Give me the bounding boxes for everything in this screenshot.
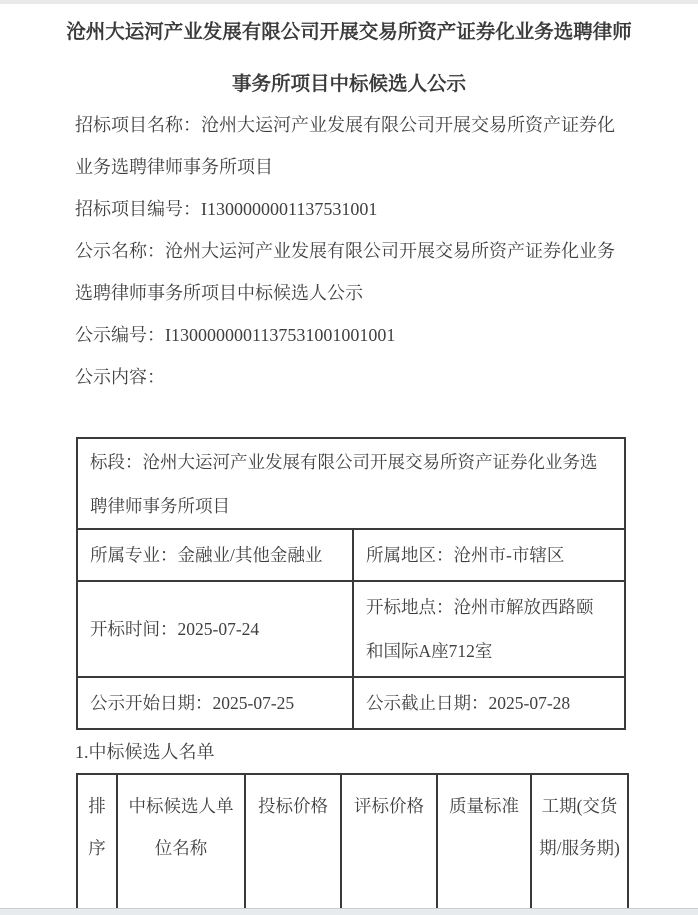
meta-line-project-name: 招标项目名称：沧州大运河产业发展有限公司开展交易所资产证券化业务选聘律师事务所项目	[75, 115, 615, 177]
table-row	[77, 529, 625, 581]
cell-region: 所属地区：沧州市-市辖区	[353, 529, 625, 581]
col-header-candidate-name: 中标候选人单位名称	[117, 774, 245, 910]
col-header-quality-standard: 质量标准	[437, 774, 531, 910]
table-row	[77, 677, 625, 729]
cell-publicity-end: 公示截止日期：2025-07-28	[353, 677, 625, 729]
candidates-header-row	[77, 774, 628, 910]
table-row	[77, 438, 625, 529]
col-header-rank: 排序	[77, 774, 117, 910]
meta-line-notice-content: 公示内容：	[75, 367, 165, 387]
table-row	[77, 581, 625, 677]
meta-line-project-number: 招标项目编号：I1300000001137531001	[75, 199, 378, 219]
meta-line-notice-name: 公示名称：沧州大运河产业发展有限公司开展交易所资产证券化业务选聘律师事务所项目中标候选人公示	[75, 241, 615, 303]
cell-industry: 所属专业：金融业/其他金融业	[77, 529, 353, 581]
candidates-list-heading: 1.中标候选人名单	[75, 742, 215, 762]
page-top-edge	[0, 0, 698, 4]
cell-open-place: 开标地点：沧州市解放西路颐和国际A座712室	[353, 581, 625, 677]
col-header-evaluated-price: 评标价格	[341, 774, 437, 910]
candidates-table	[76, 773, 629, 911]
meta-section	[75, 104, 622, 398]
cell-bid-section: 标段：沧州大运河产业发展有限公司开展交易所资产证券化业务选聘律师事务所项目	[77, 438, 625, 529]
document-title: 沧州大运河产业发展有限公司开展交易所资产证券化业务选聘律师事务所项目中标候选人公示	[66, 22, 632, 95]
col-header-bid-price: 投标价格	[245, 774, 341, 910]
section-info-table	[76, 437, 626, 730]
cell-open-time: 开标时间：2025-07-24	[77, 581, 353, 677]
page-bottom-edge	[0, 908, 698, 915]
cell-publicity-start: 公示开始日期：2025-07-25	[77, 677, 353, 729]
col-header-duration: 工期(交货期/服务期)	[531, 774, 628, 910]
meta-line-notice-number: 公示编号：I1300000001137531001001001	[75, 325, 396, 345]
